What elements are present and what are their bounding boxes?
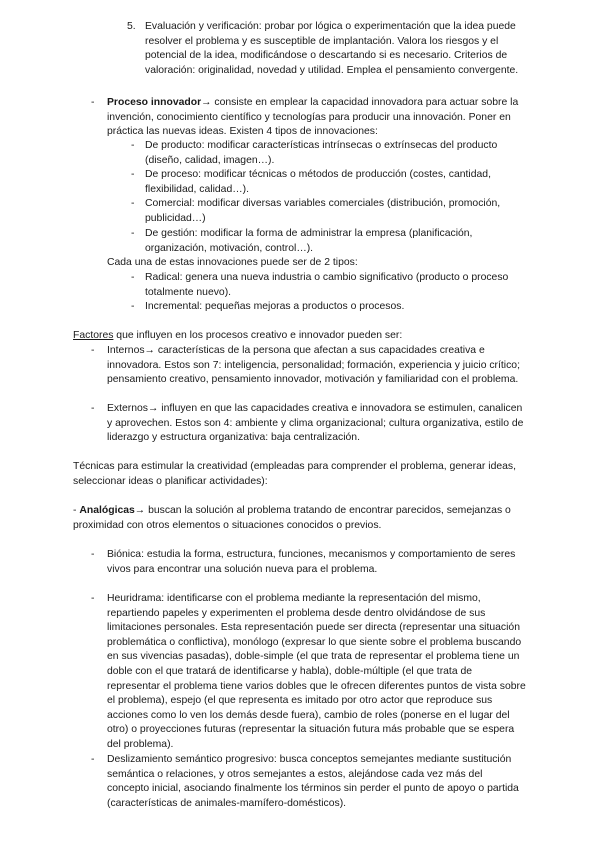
subtypes-intro: Cada una de estas innovaciones puede ser de 2 tipos:	[107, 257, 358, 268]
proceso-innovador-text: → consiste en emplear la capacidad innovadora para actuar sobre la invención, conocimiento científico y tecnologías para producir una innovación. Poner en práctica las nuevas ideas. Existen 4 tipos de innovaciones:	[107, 97, 519, 138]
innovation-type-management: De gestión: modificar la forma de administrar la empresa (planificación, organización, motivación, control…).	[145, 228, 473, 254]
factor-externos: Externos→ influyen en que las capacidades creativa e innovadora se estimulen, canalicen y aprovechen. Estos son 4: ambiente y clima organizacional; cultura organizativa, estilo de liderazgo y estructura organizativa: baja centralización.	[107, 403, 524, 444]
item-5-number: 5.	[127, 21, 136, 32]
tecnica-bionica: Biónica: estudia la forma, estructura, funciones, mecanismos y comportamiento de seres vivos para encontrar una solución nueva para el problema.	[107, 549, 516, 575]
innovation-type-product: De producto: modificar características intrínsecas o extrínsecas del producto (diseño, calidad, imagen…).	[145, 140, 498, 166]
analogicas-text: → buscan la solución al problema tratando de encontrar parecidos, semejanzas o proximidad con otros elementos o situaciones conocidos o previos.	[73, 505, 511, 531]
bullet-dash: -	[131, 140, 135, 151]
proceso-innovador-paragraph	[107, 96, 527, 140]
item-5-text: Evaluación y verificación: probar por lógica o experimentación que la idea puede resolver el problema y es susceptible de implantación. Valora los riesgos y el potencial de la idea, modificándose o descartando si es necesario. Criterios de valoración: originalidad, novedad y utilidad. Emplea el pensamiento convergente.	[145, 21, 519, 76]
proceso-innovador-title: Proceso innovador	[107, 97, 202, 108]
bullet-dash: -	[131, 301, 135, 312]
tecnicas-paragraph: Técnicas para estimular la creatividad (empleadas para comprender el problema, generar ideas, seleccionar ideas o planificar actividades):	[73, 461, 516, 487]
innovation-type-commercial: Comercial: modificar diversas variables comerciales (distribución, promoción, publicidad…)	[145, 198, 501, 224]
factores-title-rest: que influyen en los procesos creativo e innovador pueden ser:	[113, 330, 403, 341]
bullet-dash: -	[131, 228, 135, 239]
factor-internos: Internos→ características de la persona que afectan a sus capacidades creativa e innovadora. Estos son 7: inteligencia, personalidad; formación, experiencia y juicio crítico; pensamiento creativo, pensamiento innovador, motivación y familiaridad con el problema.	[107, 345, 520, 386]
factores-heading	[73, 329, 533, 344]
analogicas-title: Analógicas	[79, 505, 135, 516]
subtype-incremental: Incremental: pequeñas mejoras a productos o procesos.	[145, 301, 405, 312]
bullet-dash: -	[91, 754, 95, 765]
bullet-dash: -	[91, 403, 95, 414]
bullet-dash: -	[91, 593, 95, 604]
factores-title-word: Factores	[73, 330, 114, 341]
innovation-type-process: De proceso: modificar técnicas o métodos de producción (costes, cantidad, flexibilidad, calidad…).	[145, 169, 491, 195]
bullet-dash: -	[91, 549, 95, 560]
bullet-dash: -	[131, 272, 135, 283]
tecnica-heuridrama: Heuridrama: identificarse con el problema mediante la representación del mismo, repartiendo papeles y experimenten el problema desde dentro olvidándose de sus limitaciones personales. Esta representación puede ser directa (representar una situación problemática o conflictiva), monólogo (expresar lo que siente sobre el problema buscando en sus vivencias pasadas), doble-simple (el que trata de representar el problema tiene un doble con el que tratará de identificarse y habla), doble-múltiple (el que trata de representar el problema tiene varios dobles que le ofrecen diferentes puntos de vista sobre el problema), espejo (el que representa es imitado por otro actor que reproduce sus acciones como lo ven los demás desde fuera), cambio de roles (ponerse en el lugar del otro) o proyecciones futuras (representar la situación futura más probable que se espera del problema).	[107, 593, 526, 750]
subtype-radical: Radical: genera una nueva industria o cambio significativo (producto o proceso totalmente nuevo).	[145, 272, 509, 298]
tecnica-deslizamiento: Deslizamiento semántico progresivo: busca conceptos semejantes mediante sustitución semántica o relaciones, y otros semejantes a estos, alejándose cada vez más del concepto inicial, asociando finalmente los términos sin perder el punto de apoyo o partida (características de animales-mamífero-domésticos).	[107, 754, 519, 809]
bullet-dash: -	[91, 97, 95, 108]
analogicas-prefix: -	[73, 505, 80, 516]
bullet-dash: -	[91, 345, 95, 356]
bullet-dash: -	[131, 169, 135, 180]
bullet-dash: -	[131, 198, 135, 209]
analogicas-paragraph	[73, 504, 531, 533]
